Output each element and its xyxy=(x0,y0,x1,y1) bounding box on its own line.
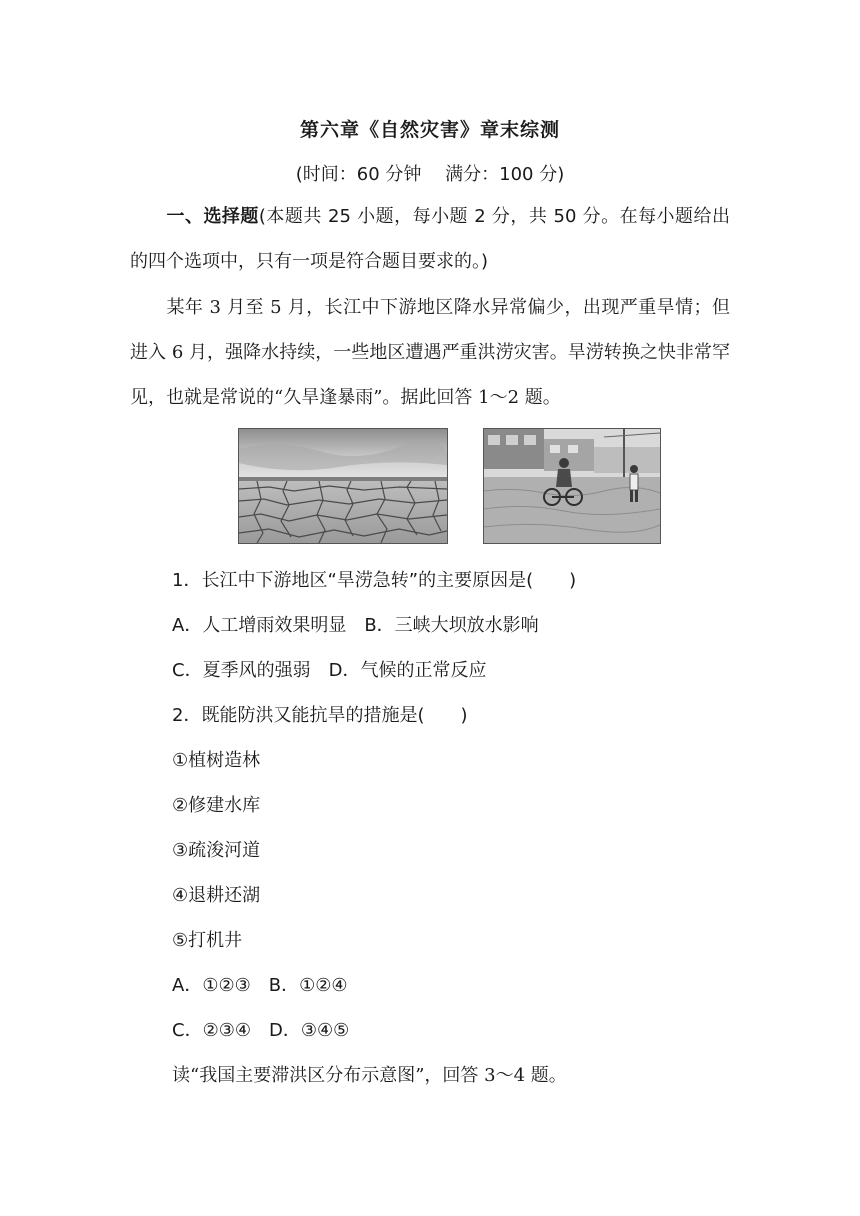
section-heading: 一、选择题 xyxy=(166,206,259,227)
reading-passage-text: 某年 3 月至 5 月，长江中下游地区降水异常偏少，出现严重旱情；但进入 6 月，强降水持续，一些地区遭遇严重洪涝灾害。旱涝转换之快非常罕见，也就是常说的“久旱逢暴雨”。据此回答 1～2 题。 xyxy=(130,297,730,408)
question-2-item: ④退耕还湖 xyxy=(172,885,261,906)
exam-time-and-score: (时间：60 分钟 满分：100 分) xyxy=(295,164,565,185)
question-2-option-a[interactable]: A．①②③ xyxy=(172,975,251,996)
question-2-options-row-1 xyxy=(172,971,348,997)
reading-passage xyxy=(130,285,730,420)
question-1-options-row-2 xyxy=(172,656,486,682)
question-1-option-d[interactable]: D．气候的正常反应 xyxy=(328,660,487,681)
question-1-option-b[interactable]: B．三峡大坝放水影响 xyxy=(364,615,539,636)
question-1-options-row-1 xyxy=(172,611,539,637)
question-2-option-d[interactable]: D．③④⑤ xyxy=(268,1020,350,1041)
section-instructions-text: (本题共 25 小题，每小题 2 分，共 50 分。在每小题给出的四个选项中，只有一项是符合题目要求的。) xyxy=(130,206,730,272)
section-instructions xyxy=(130,194,730,284)
cracked-dry-land-photo xyxy=(238,428,448,544)
map-reading-prompt: 读“我国主要滞洪区分布示意图”，回答 3～4 题。 xyxy=(172,1065,567,1086)
question-2-item: ①植树造林 xyxy=(172,750,261,771)
question-2-item: ③疏浚河道 xyxy=(172,840,261,861)
question-2-option-c[interactable]: C．②③④ xyxy=(172,1020,251,1041)
question-1-option-a[interactable]: A．人工增雨效果明显 xyxy=(172,615,347,636)
question-1-stem: 1．长江中下游地区“旱涝急转”的主要原因是( ) xyxy=(172,570,577,591)
page-title: 第六章《自然灾害》章末综测 xyxy=(299,119,560,141)
question-2-item: ⑤打机井 xyxy=(172,930,243,951)
flooded-street-photo xyxy=(483,428,661,544)
question-1-option-c[interactable]: C．夏季风的强弱 xyxy=(172,660,311,681)
question-2-item: ②修建水库 xyxy=(172,795,261,816)
question-2-options-row-2 xyxy=(172,1016,349,1042)
question-2-option-b[interactable]: B．①②④ xyxy=(268,975,348,996)
question-2-stem: 2．既能防洪又能抗旱的措施是( ) xyxy=(172,705,468,726)
